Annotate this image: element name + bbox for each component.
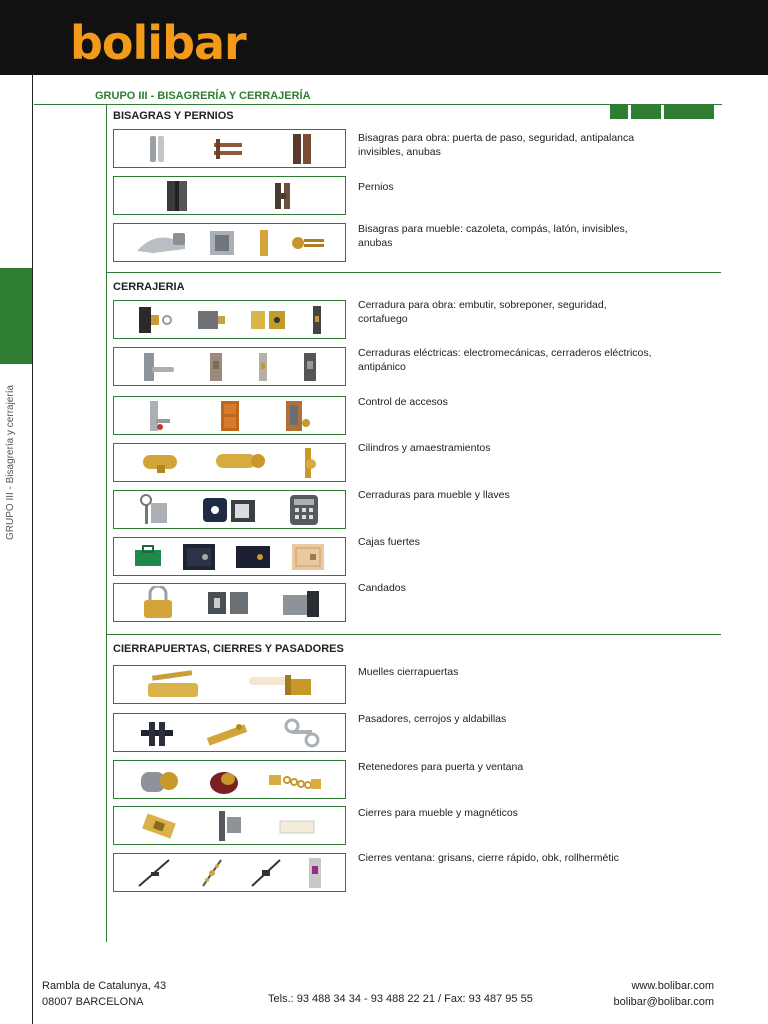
lock-icon (135, 304, 175, 336)
window-lock-icon (135, 857, 175, 889)
section-title: CIERRAPUERTAS, CIERRES Y PASADORES (113, 643, 344, 655)
hinge-icon (290, 227, 326, 259)
section-rule (106, 634, 721, 635)
item-description: Muelles cierrapuertas (358, 666, 459, 678)
group-title: GRUPO III - BISAGRERÍA Y CERRAJERÍA (95, 90, 311, 102)
product-image-box[interactable] (113, 223, 346, 262)
hinge-icon (146, 133, 168, 165)
lock-icon (310, 304, 324, 336)
section-title: CERRAJERIA (113, 281, 185, 293)
window-lock-icon (248, 857, 284, 889)
safe-icon (181, 541, 217, 573)
safe-icon (133, 541, 163, 573)
item-description: Cierres ventana: grisans, cierre rápido, obk, rollhermétic (358, 852, 619, 864)
door-icon (219, 400, 241, 432)
product-image-box[interactable] (113, 583, 346, 622)
hinge-icon (207, 227, 237, 259)
window-lock-icon (197, 857, 227, 889)
product-image-box[interactable] (113, 347, 346, 386)
item-description: Bisagras para obra: puerta de paso, seguridad, antipalanca invisibles, anubas (358, 132, 635, 158)
lock-icon (196, 304, 228, 336)
hinge-icon (212, 133, 246, 165)
email-link[interactable]: bolibar@bolibar.com (613, 996, 714, 1008)
product-image-box[interactable] (113, 300, 346, 339)
product-image-box[interactable] (113, 537, 346, 576)
item-description: Pernios (358, 181, 394, 193)
catch-icon (140, 810, 184, 842)
header-tab (664, 104, 714, 119)
lock-icon (207, 351, 225, 383)
product-image-box[interactable] (113, 490, 346, 529)
catch-icon (276, 810, 320, 842)
keypad-icon (288, 494, 320, 526)
lock-icon (201, 494, 257, 526)
item-description: Cerradura para obra: embutir, sobreponer, seguridad, cortafuego (358, 299, 607, 325)
lock-icon (256, 351, 270, 383)
product-image-box[interactable] (113, 176, 346, 215)
product-image-box[interactable] (113, 760, 346, 799)
header-tab (631, 104, 661, 119)
hinge-icon (291, 133, 313, 165)
footer-phones: Tels.: 93 488 34 34 - 93 488 22 21 / Fax: 93 487 95 55 (268, 993, 533, 1005)
door-closer-icon (144, 669, 204, 701)
lock-icon (140, 351, 176, 383)
stopper-icon (206, 764, 242, 796)
cylinder-icon (141, 447, 181, 479)
lock-icon (281, 587, 321, 619)
item-description: Pasadores, cerrojos y aldabillas (358, 713, 507, 725)
lock-icon (301, 351, 319, 383)
hinge-icon (272, 180, 294, 212)
product-image-box[interactable] (113, 713, 346, 752)
cylinder-icon (214, 447, 266, 479)
hinge-icon (256, 227, 272, 259)
window-lock-icon (306, 857, 324, 889)
item-description: Candados (358, 582, 406, 594)
hinge-icon (165, 180, 189, 212)
footer-contact (614, 978, 714, 1010)
lock-icon (249, 304, 289, 336)
sidebar-vertical-text: GRUPO III - Bisagrería y cerrajería (5, 384, 16, 540)
keypad-icon (284, 400, 314, 432)
chain-icon (267, 764, 323, 796)
item-description: Control de accesos (358, 396, 448, 408)
section-rule (106, 272, 721, 273)
keypad-icon (146, 400, 176, 432)
catch-icon (215, 810, 245, 842)
item-description: Cerraduras para mueble y llaves (358, 489, 510, 501)
product-image-box[interactable] (113, 853, 346, 892)
cylinder-icon (299, 447, 319, 479)
header-tab (610, 104, 628, 119)
door-closer-icon (245, 669, 315, 701)
lock-icon (206, 587, 252, 619)
address-line: 08007 BARCELONA (42, 996, 144, 1008)
safe-icon (234, 541, 272, 573)
website-link[interactable]: www.bolibar.com (631, 980, 714, 992)
product-image-box[interactable] (113, 443, 346, 482)
item-description: Bisagras para mueble: cazoleta, compás, latón, invisibles, anubas (358, 223, 628, 249)
footer-address (42, 978, 166, 1010)
key-icon (139, 494, 171, 526)
bolt-icon (137, 717, 177, 749)
product-image-box[interactable] (113, 806, 346, 845)
address-line: Rambla de Catalunya, 43 (42, 980, 167, 992)
item-description: Cajas fuertes (358, 536, 420, 548)
safe-icon (290, 541, 326, 573)
item-description: Cierres para mueble y magnéticos (358, 807, 518, 819)
product-image-box[interactable] (113, 129, 346, 168)
column-rule (106, 104, 107, 942)
left-margin-rule (32, 75, 33, 1024)
stopper-icon (137, 764, 181, 796)
product-image-box[interactable] (113, 396, 346, 435)
product-image-box[interactable] (113, 665, 346, 704)
hinge-icon (133, 227, 189, 259)
header-bar (0, 0, 768, 75)
item-description: Cilindros y amaestramientos (358, 442, 491, 454)
header-tabs (610, 104, 714, 119)
section-title: BISAGRAS Y PERNIOS (113, 110, 234, 122)
item-description: Retenedores para puerta y ventana (358, 761, 524, 773)
logo: bolibar (70, 16, 246, 70)
padlock-icon (138, 587, 178, 619)
bolt-icon (203, 717, 255, 749)
item-description: Cerraduras eléctricas: electromecánicas, cerraderos eléctricos, antipánico (358, 347, 652, 373)
bolt-icon (282, 717, 322, 749)
